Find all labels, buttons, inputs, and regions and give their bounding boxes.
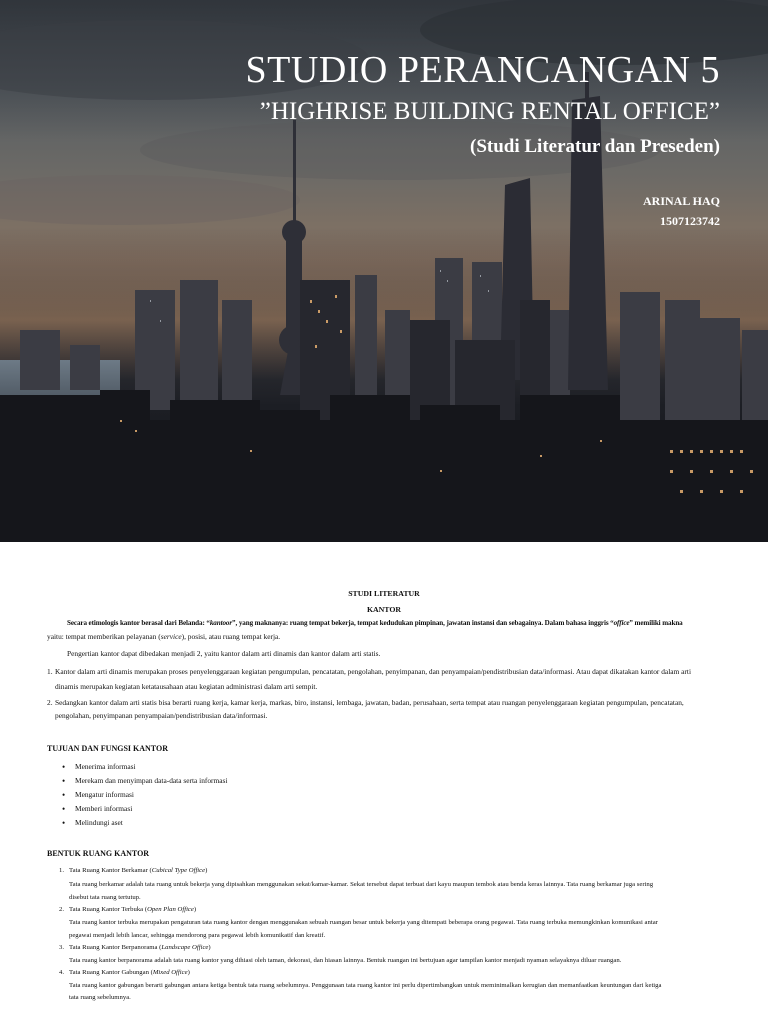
bentuk-desc: pegawai menjadi lebih lancar, sehingga mendorong para pegawai lebih komunikatif dan kreatif. <box>69 932 326 939</box>
bentuk-desc: Tata ruang kantor terbuka merupakan pengaturan tata ruang kantor dengan menggunakan sebuah ruangan besar untuk bekerja yang ditempati beberapa orang pegawai. Tata ruang terbuka memungkinkan komunikasi antar <box>69 919 658 926</box>
list-item: • Melindungi aset <box>75 819 123 828</box>
list-item: • Merekam dan menyimpan data-data serta informasi <box>75 777 227 786</box>
list-number: 4. <box>59 969 65 976</box>
bentuk-title: Tata Ruang Kantor Gabungan (Mixed Office) <box>69 969 190 976</box>
cover-title: STUDIO PERANCANGAN 5 <box>245 49 720 91</box>
list-text: pengolahan, penyimpanan penyampaian/pendistribusian data/informasi. <box>55 711 268 720</box>
heading-studi-literatur: STUDI LITERATUR <box>348 589 420 598</box>
list-number: 2. <box>47 698 53 707</box>
heading-kantor: KANTOR <box>366 605 402 614</box>
list-number: 1. <box>59 867 65 874</box>
bentuk-title: Tata Ruang Kantor Berpanorama (Landscape Office) <box>69 944 211 951</box>
section-heading-tujuan: TUJUAN DAN FUNGSI KANTOR <box>47 744 168 753</box>
list-item: • Menerima informasi <box>75 763 136 772</box>
cover-note: (Studi Literatur dan Preseden) <box>470 136 720 157</box>
list-number: 1. <box>47 667 53 676</box>
list-item: • Memberi informasi <box>75 805 132 814</box>
list-number: 2. <box>59 906 65 913</box>
intro-line-1: Secara etimologis kantor berasal dari Belanda: “kantoor”, yang maknanya: ruang tempat bekerja, tempat kedudukan pimpinan, jawatan instansi dan sebagainya. Dalam bahasa inggris “office” memiliki makna <box>67 619 683 627</box>
bentuk-desc: disebut tata ruang tertutup. <box>69 894 141 901</box>
cover-subtitle: ”HIGHRISE BUILDING RENTAL OFFICE” <box>259 98 720 125</box>
bentuk-desc: Tata ruang kantor berpanorama adalah tata ruang kantor yang dihiasi oleh taman, dekorasi, dan hiasan lainnya. Bentuk ruangan ini bertujuan agar tampilan kantor menjadi nyaman selayaknya diluar ruangan. <box>69 957 622 964</box>
list-text: dinamis merupakan kegiatan ketatausahaan atau kegiatan administrasi dalam arti sempit. <box>55 682 318 691</box>
section-heading-bentuk: BENTUK RUANG KANTOR <box>47 849 150 858</box>
bentuk-desc: Tata ruang berkamar adalah tata ruang untuk bekerja yang dipisahkan menggunakan sekat/kamar-kamar. Sekat tersebut dapat terbuat dari kayu maupun tembok atau benda keras lainnya. Tata ruang berkamar juga sering <box>69 881 654 888</box>
bentuk-desc: tata ruang sebelumnya. <box>69 994 131 1001</box>
list-number: 3. <box>59 944 65 951</box>
list-text: Kantor dalam arti dinamis merupakan proses penyelenggaraan kegiatan pengumpulan, pencatatan, pengolahan, penyimpanan, dan penyampaian/pendistribusian data/informasi. Atau dapat dikatakan kantor dalam arti <box>55 667 691 676</box>
bentuk-title: Tata Ruang Kantor Terbuka (Open Plan Office) <box>69 906 197 913</box>
document-body <box>0 542 768 1024</box>
intro-line-2: yaitu: tempat memberikan pelayanan (service), posisi, atau ruang tempat kerja. <box>47 632 281 641</box>
bentuk-desc: Tata ruang kantor gabungan berarti gabungan antara ketiga bentuk tata ruang sebelumnya. Penggunaan tata ruang kantor ini perlu dipertimbangkan untuk meminimalkan kerugian dan memanfaatkan keuntungan dari ketiga <box>69 982 662 989</box>
student-id: 1507123742 <box>660 214 720 228</box>
list-item: • Mengatur informasi <box>75 791 134 800</box>
list-text: Sedangkan kantor dalam arti statis bisa berarti ruang kerja, kamar kerja, markas, biro, instansi, lembaga, jawatan, badan, perusahaan, serta tempat atau ruangan penyelenggaraan kegiatan pengumpulan, pencatatan, <box>55 698 684 707</box>
bentuk-title: Tata Ruang Kantor Berkamar (Cubical Type Office) <box>69 867 208 874</box>
author-name: ARINAL HAQ <box>642 194 720 208</box>
paragraph-pengertian: Pengertian kantor dapat dibedakan menjadi 2, yaitu kantor dalam arti dinamis dan kantor dalam arti statis. <box>67 649 381 658</box>
